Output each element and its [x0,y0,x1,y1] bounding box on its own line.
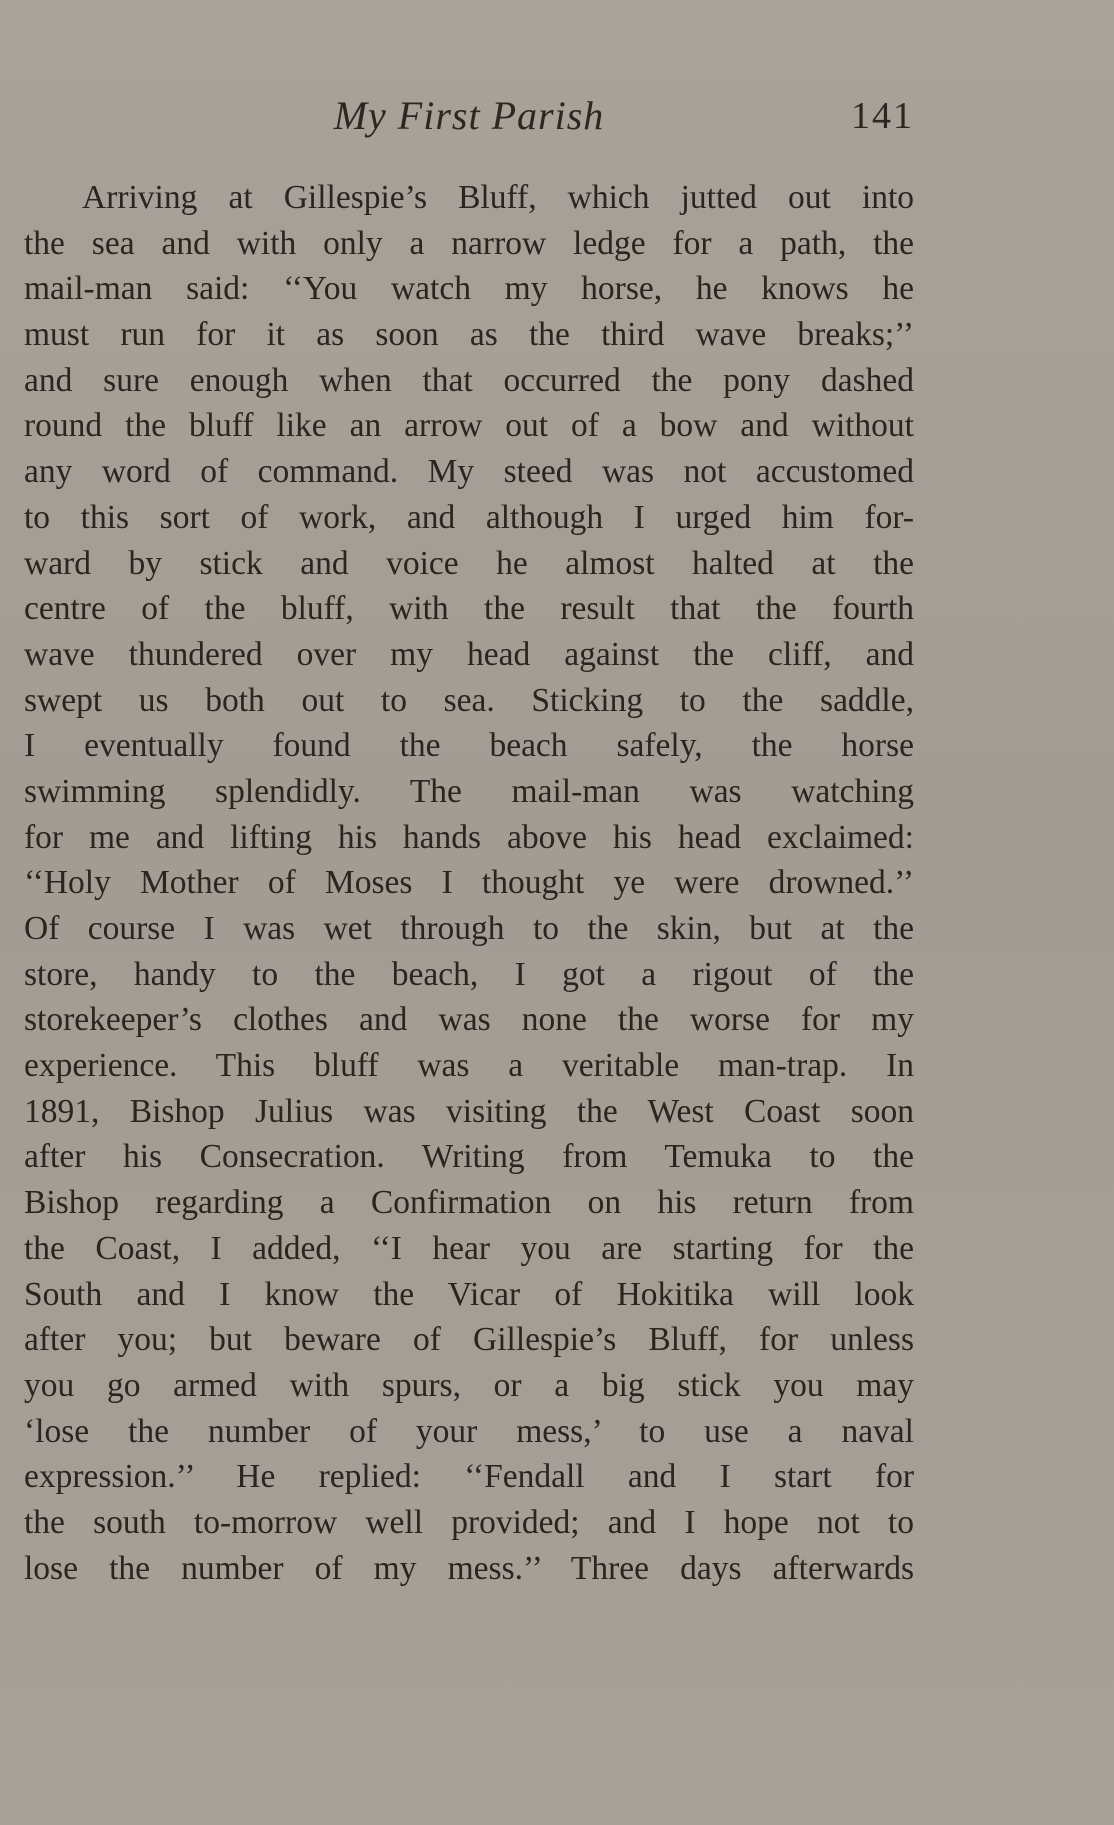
text-line: lose the number of my mess.’’ Three days afterwards [24,1549,914,1587]
text-line: round the bluff like an arrow out of a bow and without [24,407,914,445]
text-line: ward by stick and voice he almost halted at the [24,544,914,582]
text-line: store, handy to the beach, I got a rigout of the [24,955,914,993]
text-line: Bishop regarding a Confirmation on his return from [24,1184,914,1222]
text-line: ‘lose the number of your mess,’ to use a naval [24,1412,914,1450]
running-title: My First Parish [333,93,605,138]
running-head [24,92,914,142]
text-line: mail-man said: ‘‘You watch my horse, he knows he [24,270,914,308]
text-line: wave thundered over my head against the cliff, and [24,635,914,673]
text-line: to this sort of work, and although I urged him for- [24,498,914,536]
text-line: ‘‘Holy Mother of Moses I thought ye were drowned.’’ [24,864,914,902]
text-line: I eventually found the beach safely, the horse [24,727,914,765]
text-line: the sea and with only a narrow ledge for a path, the [24,224,914,262]
text-line: the south to-morrow well provided; and I hope not to [24,1503,914,1541]
text-line: you go armed with spurs, or a big stick you may [24,1366,914,1404]
text-line: expression.’’ He replied: ‘‘Fendall and I start for [24,1458,914,1496]
text-line: for me and lifting his hands above his head exclaimed: [24,818,914,856]
text-line: South and I know the Vicar of Hokitika will look [24,1275,914,1313]
text-line: experience. This bluff was a veritable man-trap. In [24,1047,914,1085]
body-text [24,175,914,1591]
text-line: swept us both out to sea. Sticking to the saddle, [24,681,914,719]
text-line: after his Consecration. Writing from Temuka to the [24,1138,914,1176]
text-line: 1891, Bishop Julius was visiting the West Coast soon [24,1092,914,1130]
text-line: must run for it as soon as the third wave breaks;’’ [24,316,914,354]
text-line: and sure enough when that occurred the pony dashed [24,361,914,399]
text-line: storekeeper’s clothes and was none the worse for my [24,1001,914,1039]
page-number: 141 [851,95,914,137]
text-line: any word of command. My steed was not accustomed [24,453,914,491]
text-line: Arriving at Gillespie’s Bluff, which jutted out into [82,179,914,216]
text-line: Of course I was wet through to the skin, but at the [24,910,914,947]
text-line: after you; but beware of Gillespie’s Bluff, for unless [24,1321,914,1359]
text-line: centre of the bluff, with the result that the fourth [24,590,914,628]
text-line: swimming splendidly. The mail-man was watching [24,772,914,810]
text-line: the Coast, I added, ‘‘I hear you are starting for the [24,1229,914,1267]
